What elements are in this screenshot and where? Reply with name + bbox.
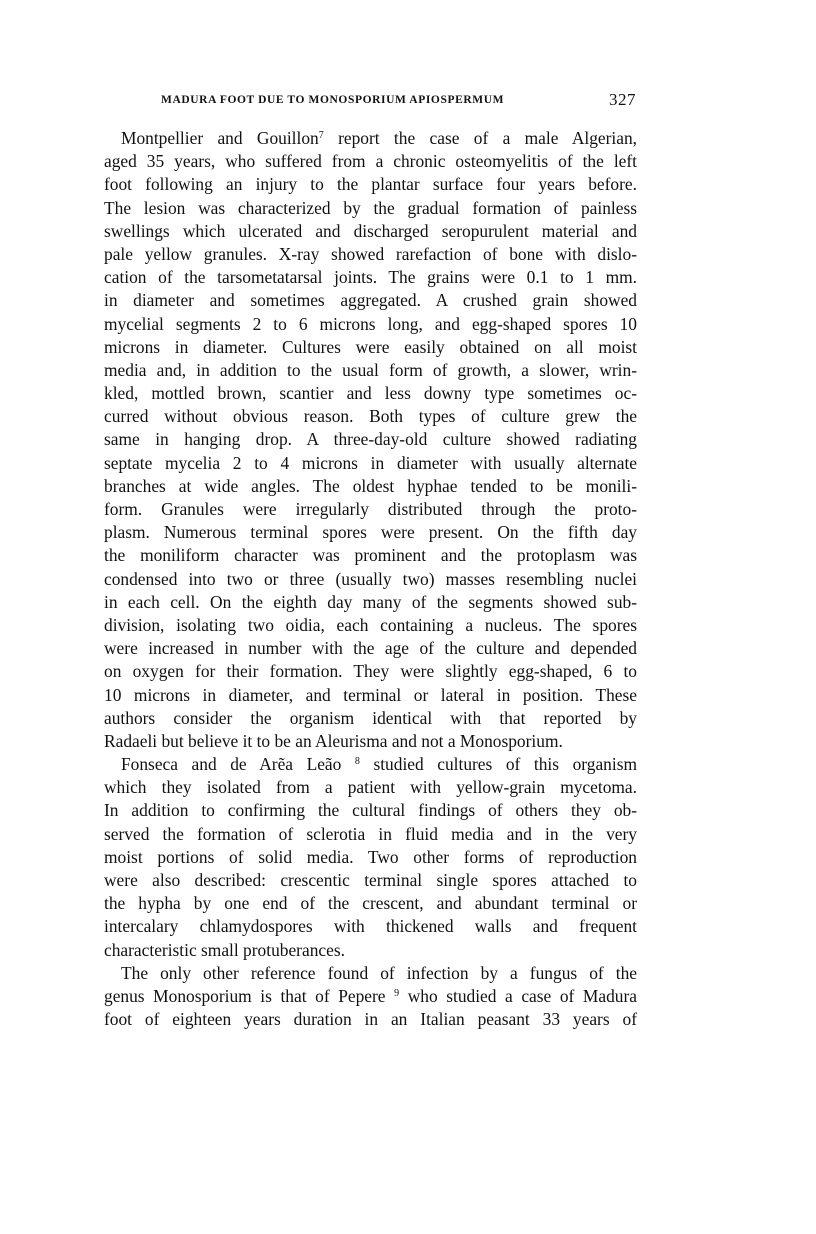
footnote-reference: 8 [354,756,360,768]
running-head [104,92,636,114]
footnote-reference: 7 [318,130,324,141]
text-line: Montpellier and Gouillon$^7$ report the case of a male Algerian, [121,128,638,148]
text-line: the moniliform character was prominent and the protoplasm was [104,545,637,566]
text-line: kled, mottled brown, scantier and less downy type sometimes oc- [104,383,637,404]
text-line: microns in diameter. Cultures were easily obtained on all moist [104,336,637,357]
text-line: curred without obvious reason. Both types of culture grew the [104,406,637,427]
text-line: media and, in addition to the usual form of growth, a slower, wrin- [104,359,637,380]
text-line: on oxygen for their formation. They were slightly egg-shaped, 6 to [104,661,637,682]
page-number: 327 [609,90,636,109]
text-line: the hypha by one end of the crescent, and abundant terminal or [104,893,637,914]
text-line: The lesion was characterized by the gradual formation of painless [104,197,637,218]
text-line: in diameter and sometimes aggregated. A crushed grain showed [104,290,637,311]
text-line: foot following an injury to the plantar surface four years before. [104,174,637,195]
text-line: which they isolated from a patient with yellow-grain mycetoma. [104,777,637,798]
text-line: septate mycelia 2 to 4 microns in diameter with usually alternate [104,452,637,473]
text-line: aged 35 years, who suffered from a chronic osteomyelitis of the left [104,151,637,172]
text-line: were increased in number with the age of the culture and depended [104,638,637,659]
text-line: intercalary chlamydospores with thickened walls and frequent [104,916,637,937]
text-line: in each cell. On the eighth day many of the segments showed sub- [104,591,637,612]
text-line: genus Monosporium is that of Pepere $^9$ who studied a case of Madura [104,985,637,1006]
text-line: characteristic small protuberances. [104,939,345,960]
text-line: In addition to confirming the cultural findings of others they ob- [104,800,637,821]
text-line: moist portions of solid media. Two other forms of reproduction [104,846,637,867]
text-line: plasm. Numerous terminal spores were present. On the fifth day [104,522,637,543]
text-line: served the formation of sclerotia in fluid media and in the very [104,823,637,844]
text-line: pale yellow granules. X-ray showed rarefaction of bone with dislo- [104,243,637,264]
text-line: division, isolating two oidia, each containing a nucleus. The spores [104,614,637,635]
body-text [104,127,637,1031]
paragraph [104,127,637,753]
text-line: condensed into two or three (usually two) masses resembling nuclei [104,568,637,589]
text-line: form. Granules were irregularly distributed through the proto- [104,499,637,519]
text-line: 10 microns in diameter, and terminal or lateral in position. These [104,684,637,705]
text-line: same in hanging drop. A three-day-old culture showed radiating [104,429,637,450]
text-line: Radaeli but believe it to be an Aleurisma and not a Monosporium. [104,730,563,751]
running-title: MADURA FOOT DUE TO MONOSPORIUM APIOSPERMUM [161,94,505,106]
paragraph [104,962,637,1032]
text-line: Fonseca and de Arẽa Leão $^8$ studied cultures of this organism [121,754,637,775]
paragraph [104,753,637,962]
text-line: cation of the tarsometatarsal joints. The grains were 0.1 to 1 mm. [104,267,637,288]
text-line: branches at wide angles. The oldest hyphae tended to be monili- [104,475,637,496]
text-line: The only other reference found of infection by a fungus of the [121,962,637,983]
text-line: swellings which ulcerated and discharged seropurulent material and [104,220,637,241]
footnote-reference: 9 [394,987,400,999]
text-line: authors consider the organism identical with that reported by [104,707,637,728]
text-line: mycelial segments 2 to 6 microns long, and egg-shaped spores 10 [104,313,637,334]
text-line: foot of eighteen years duration in an Italian peasant 33 years of [104,1009,637,1030]
text-line: were also described: crescentic terminal single spores attached to [104,870,637,890]
